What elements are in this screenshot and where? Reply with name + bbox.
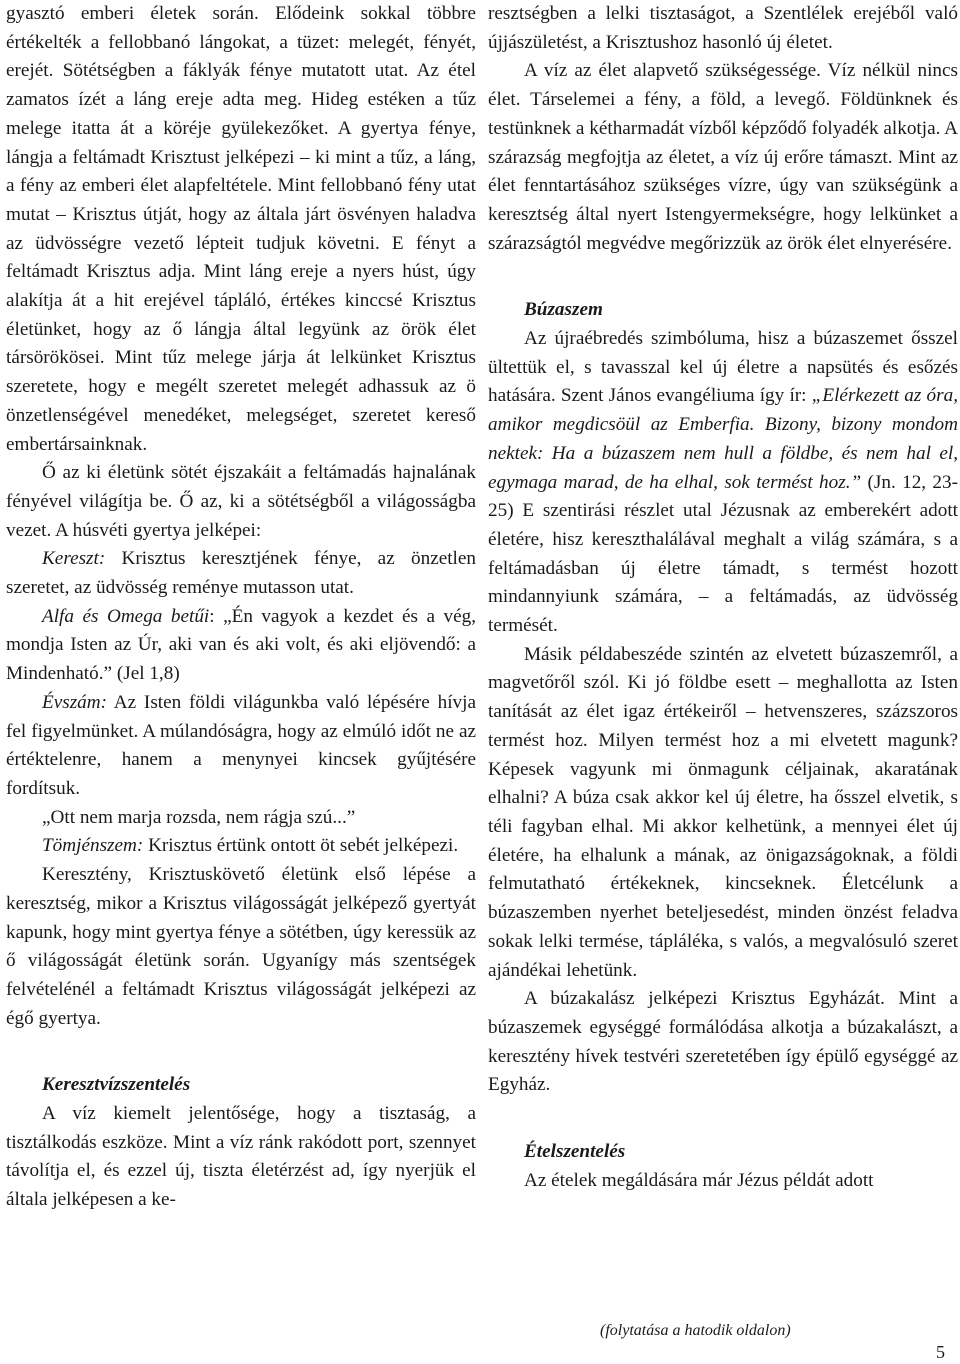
term-label: Alfa és Omega betűi xyxy=(42,605,210,627)
paragraph-alfa-omega xyxy=(6,603,476,689)
paragraph: A búzakalász jelképezi Krisztus Egyházát. Mint a búzaszemek egységgé formálódása alkotja a búzakalászt, a keresztény hívek testvéri szeretetében így épülő egységgé az Egyház. xyxy=(488,988,958,1096)
term-text: Krisztus keresztjének fénye, az önzetlen szeretet, az üdvösség reménye mutasson utat. xyxy=(6,548,476,599)
spacer xyxy=(488,258,958,296)
paragraph-evszam xyxy=(6,689,476,804)
paragraph-buzaszem xyxy=(488,325,958,641)
paragraph-kereszt xyxy=(6,545,476,602)
term-text: : „Én vagyok a kezdet és a vég, mondja Isten az Úr, aki van és aki volt, és aki eljövendő: a Mindenható.” (Jel 1,8) xyxy=(6,605,476,685)
term-label: Tömjénszem: xyxy=(42,835,144,857)
continuation-note: (folytatása a hatodik oldalon) xyxy=(600,1322,791,1339)
term-label: Évszám: xyxy=(42,691,108,713)
paragraph: gyasztó emberi életek során. Elődeink sokkal többre értékelték a fellobbanó lángokat, a tüzet: melegét, fényét, erejét. Sötétségben a fáklyák fénye mutatott utat. Az étel zamatos ízét a láng ereje adta meg. Hideg estéken a tűz melege itatta át a köréje gyülekezőket. A gyertya fénye, lángja a feltámadt Krisztust jelképezi – ki mint a tűz, a láng, a fény az emberi élet alapfeltétele. Mint fellobbanó fény utat mutat – Krisztus útját, hogy az általa járt ösvényen haladva az üdvösségre vezető lépteit tudjuk követni. E fényt a feltámadt Krisztus adja. Mint láng ereje a nyers húst, úgy alakítja át a hit erejével tápláló, értékes kinccsé Krisztus életünket, hogy az ő lángja által legyünk az örök élet társörökösei. Mint tűz melege járja át lelkünket Krisztus szeretete, hogy e megélt szeretet melegét adhassuk az ö önzetlenségével menedéket, melegséget, szeretet kereső embertársainknak. xyxy=(6,3,476,455)
page-number: 5 xyxy=(936,1342,945,1362)
right-column xyxy=(488,0,958,1195)
section-heading: Búzaszem xyxy=(524,299,603,321)
term-label: Kereszt: xyxy=(42,548,106,570)
paragraph: Keresztény, Krisztuskövető életünk első lépése a keresztség, mikor a Krisztus világosságát jelképező gyertyát kapunk, hogy mint gyertya fénye a sötétben, úgy keressük az ő világosságát életünk során. Ugyanígy más szentségek felvételénél a feltámadt Krisztus világosságát jelképezi az égő gyertya. xyxy=(6,864,476,1029)
text-run: (Jn. 12, 23-25) E szentirási részlet utal Jézusnak az emberekért adott életére, hisz kereszthalálával meghalt a világ számára, s a feltámadásban új életre támadt, s termést hozott mindannyiunk számára, – a feltámadás, az üdvösség termését. xyxy=(488,471,959,637)
text-run: Az újraébredés szimbóluma, hisz a búzaszemet ősszel ültettük el, s tavasszal kel új életre a napsütés és esőzés hatására. Szent János evangéliuma így ír: xyxy=(488,328,958,407)
paragraph: resztségben a lelki tisztaságot, a Szentlélek erejéből való újjászületést, a Krisztushoz hasonló új életet. xyxy=(488,3,958,53)
section-heading: Ételszentelés xyxy=(524,1141,626,1163)
spacer xyxy=(488,1100,958,1138)
term-text: Krisztus értünk ontott öt sebét jelképezi. xyxy=(143,835,459,857)
paragraph: Ő az ki életünk sötét éjszakáit a feltámadás hajnalának fényével világítja be. Ő az, ki a sötétségből a világosságba vezet. A húsvéti gyertya jelképei: xyxy=(6,462,476,541)
paragraph: Az ételek megáldására már Jézus példát adott xyxy=(524,1169,874,1191)
spacer xyxy=(6,1033,476,1071)
paragraph: A víz az élet alapvető szükségessége. Víz nélkül nincs élet. Társelemei a fény, a föld, a levegő. Földünknek és testünknek a kétharmadát vízből képződő folyadék alkotja. A szárazság megfojtja az életet, a víz új erőre támaszt. Mint az élet fenntartásához szükséges vízre, úgy van szükségünk a keresztség által nyert Istengyermekségre, hogy lelkünket a szárazságtól megvédve megőrizzük az örök élet elnyerésére. xyxy=(488,60,958,254)
paragraph: Másik példabeszéde szintén az elvetett búzaszemről, a magvetőről szól. Ki jó földbe esett – meghallotta az Isten tanítását az élet igaz értékeiről – hetvenszeres, százszoros termést hoz. Milyen termést hoz a mi elvetett magunk? Képesek vagyunk mi önmagunk céljainak, akaratának elhalni? A búza csak akkor kel új életre, ha ősszel elvetik, s téli fagyban elhal. Mi akkor kelhetünk, a mennyei élet új életére, ha elhalunk a mának, az önigazságoknak, a földi felmutatható értékeknek, kincseknek. Életcélunk a búzaszemben nyerhet beteljesedést, minden önzést feladva sokak lelki termése, tápláléka, s valós, a megvalósuló szeret ajándékai lehetünk. xyxy=(488,643,958,981)
paragraph: A víz kiemelt jelentősége, hogy a tisztaság, a tisztálkodás eszköze. Mint a víz ránk rakódott port, szennyet távolítja el, és ezzel új, tiszta életérzést ad, így nyerjük el általa jelképesen a ke- xyxy=(6,1103,476,1211)
quote-line: „Ott nem marja rozsda, nem rágja szú...” xyxy=(42,806,356,828)
scripture-quote: „Elérkezett az óra, amikor megdicsöül az Emberfia. Bizony, bizony mondom nektek: Ha a búzaszem nem hull a földbe, és nem hal el, egymaga marad, de ha elhal, sok termést hoz.” xyxy=(488,385,958,493)
paragraph-tomjenszem xyxy=(6,832,476,861)
term-text: Az Isten földi világunkba való lépésére hívja fel figyelmünket. A múlandóságra, hogy az elmúló időt ne az értéktelenre, hanem a menynyei kincsek gyűjtésére fordítsuk. xyxy=(6,691,476,799)
left-column xyxy=(6,0,476,1215)
section-heading: Keresztvízszentelés xyxy=(42,1074,191,1096)
